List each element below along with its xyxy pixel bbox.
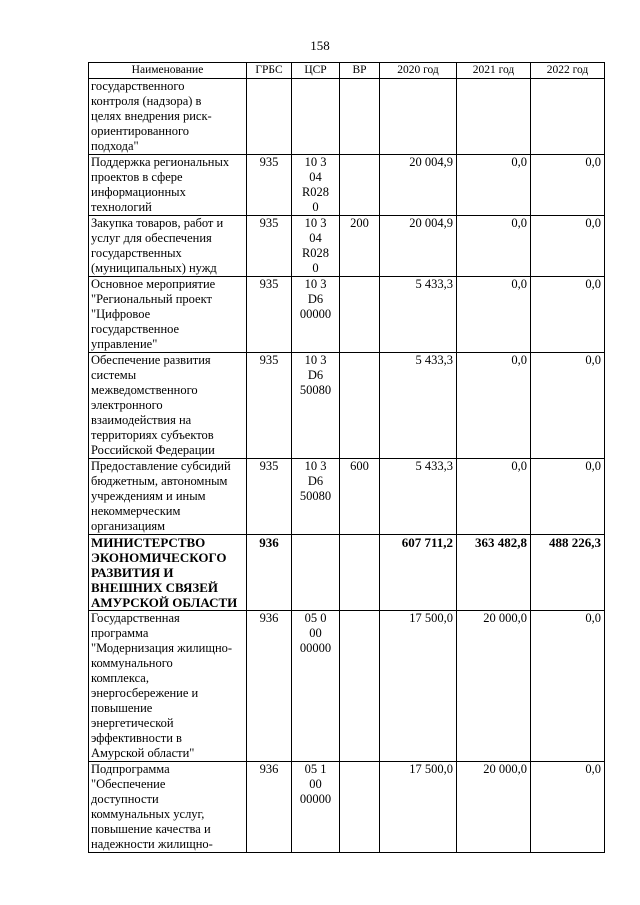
header-2020: 2020 год bbox=[380, 63, 457, 79]
table-row bbox=[89, 762, 605, 853]
cell-vr bbox=[340, 353, 380, 459]
cell-2022: 0,0 bbox=[531, 216, 605, 277]
table-row bbox=[89, 79, 605, 155]
header-grbs: ГРБС bbox=[247, 63, 292, 79]
cell-2021: 20 000,0 bbox=[457, 762, 531, 853]
cell-2022: 0,0 bbox=[531, 155, 605, 216]
cell-2021: 0,0 bbox=[457, 277, 531, 353]
cell-name bbox=[89, 277, 247, 353]
table-row bbox=[89, 216, 605, 277]
row-name-text: Основное мероприятие "Региональный проект "Цифровое государственное управление" bbox=[91, 277, 216, 351]
csr-text: 10 3 04 R028 0 bbox=[301, 216, 330, 275]
row-name-text: государственного контроля (надзора) в целях внедрения риск- ориентированного подхода" bbox=[91, 79, 212, 153]
header-vr: ВР bbox=[340, 63, 380, 79]
csr-text: 10 3 D6 00000 bbox=[299, 277, 332, 321]
cell-grbs: 936 bbox=[247, 535, 292, 611]
cell-2021: 0,0 bbox=[457, 353, 531, 459]
cell-vr: 200 bbox=[340, 216, 380, 277]
cell-csr bbox=[292, 611, 340, 762]
cell-grbs: 935 bbox=[247, 155, 292, 216]
cell-2020: 5 433,3 bbox=[380, 459, 457, 535]
cell-vr bbox=[340, 611, 380, 762]
cell-2022 bbox=[531, 79, 605, 155]
table-row bbox=[89, 155, 605, 216]
cell-2022: 0,0 bbox=[531, 762, 605, 853]
cell-grbs: 936 bbox=[247, 762, 292, 853]
cell-vr bbox=[340, 762, 380, 853]
cell-csr bbox=[292, 216, 340, 277]
cell-csr bbox=[292, 79, 340, 155]
budget-table bbox=[88, 62, 605, 853]
cell-csr bbox=[292, 535, 340, 611]
header-name: Наименование bbox=[89, 63, 247, 79]
csr-text: 05 1 00 00000 bbox=[299, 762, 332, 806]
cell-grbs: 935 bbox=[247, 459, 292, 535]
cell-2021: 0,0 bbox=[457, 216, 531, 277]
cell-2020 bbox=[380, 79, 457, 155]
cell-2020: 20 004,9 bbox=[380, 155, 457, 216]
cell-vr: 600 bbox=[340, 459, 380, 535]
cell-grbs bbox=[247, 79, 292, 155]
cell-grbs: 935 bbox=[247, 277, 292, 353]
cell-2020: 20 004,9 bbox=[380, 216, 457, 277]
table-header-row bbox=[89, 63, 605, 79]
table-row bbox=[89, 459, 605, 535]
cell-2021: 0,0 bbox=[457, 459, 531, 535]
cell-2021: 363 482,8 bbox=[457, 535, 531, 611]
cell-name bbox=[89, 353, 247, 459]
table-row-ministry bbox=[89, 535, 605, 611]
row-name-text: МИНИСТЕРСТВО ЭКОНОМИЧЕСКОГО РАЗВИТИЯ И ВНЕШНИХ СВЯЗЕЙ АМУРСКОЙ ОБЛАСТИ bbox=[91, 535, 238, 610]
table-row bbox=[89, 277, 605, 353]
row-name-text: Поддержка региональных проектов в сфере информационных технологий bbox=[91, 155, 230, 214]
row-name-text: Обеспечение развития системы межведомственного электронного взаимодействия на территориях субъектов Российской Федерации bbox=[91, 353, 215, 457]
cell-grbs: 935 bbox=[247, 216, 292, 277]
page-number: 158 bbox=[310, 38, 330, 53]
csr-text: 10 3 D6 50080 bbox=[299, 459, 332, 503]
header-2021: 2021 год bbox=[457, 63, 531, 79]
cell-name bbox=[89, 611, 247, 762]
cell-2021 bbox=[457, 79, 531, 155]
cell-2022: 0,0 bbox=[531, 459, 605, 535]
cell-csr bbox=[292, 762, 340, 853]
cell-2021: 20 000,0 bbox=[457, 611, 531, 762]
cell-2022: 488 226,3 bbox=[531, 535, 605, 611]
cell-2022: 0,0 bbox=[531, 277, 605, 353]
csr-text: 05 0 00 00000 bbox=[299, 611, 332, 655]
row-name-text: Закупка товаров, работ и услуг для обеспечения государственных (муниципальных) нужд bbox=[91, 216, 224, 275]
table-row bbox=[89, 353, 605, 459]
cell-name bbox=[89, 459, 247, 535]
cell-vr bbox=[340, 535, 380, 611]
cell-2020: 17 500,0 bbox=[380, 611, 457, 762]
cell-name bbox=[89, 79, 247, 155]
cell-2020: 607 711,2 bbox=[380, 535, 457, 611]
cell-csr bbox=[292, 277, 340, 353]
cell-csr bbox=[292, 459, 340, 535]
cell-csr bbox=[292, 155, 340, 216]
cell-grbs: 936 bbox=[247, 611, 292, 762]
table-row bbox=[89, 611, 605, 762]
cell-name bbox=[89, 535, 247, 611]
cell-2021: 0,0 bbox=[457, 155, 531, 216]
cell-2020: 17 500,0 bbox=[380, 762, 457, 853]
header-2022: 2022 год bbox=[531, 63, 605, 79]
cell-name bbox=[89, 216, 247, 277]
csr-text: 10 3 D6 50080 bbox=[299, 353, 332, 397]
cell-vr bbox=[340, 155, 380, 216]
cell-csr bbox=[292, 353, 340, 459]
cell-name bbox=[89, 155, 247, 216]
cell-2020: 5 433,3 bbox=[380, 277, 457, 353]
cell-2022: 0,0 bbox=[531, 353, 605, 459]
cell-vr bbox=[340, 79, 380, 155]
cell-name bbox=[89, 762, 247, 853]
cell-2020: 5 433,3 bbox=[380, 353, 457, 459]
cell-grbs: 935 bbox=[247, 353, 292, 459]
cell-vr bbox=[340, 277, 380, 353]
row-name-text: Подпрограмма "Обеспечение доступности коммунальных услуг, повышение качества и надежности жилищно- bbox=[91, 762, 213, 851]
row-name-text: Государственная программа "Модернизация жилищно- коммунального комплекса, энергосбережение и повышение энергетической эффективности в Амурской области" bbox=[91, 611, 233, 760]
cell-2022: 0,0 bbox=[531, 611, 605, 762]
row-name-text: Предоставление субсидий бюджетным, автономным учреждениям и иным некоммерческим организациям bbox=[91, 459, 231, 533]
header-csr: ЦСР bbox=[292, 63, 340, 79]
csr-text: 10 3 04 R028 0 bbox=[301, 155, 330, 214]
